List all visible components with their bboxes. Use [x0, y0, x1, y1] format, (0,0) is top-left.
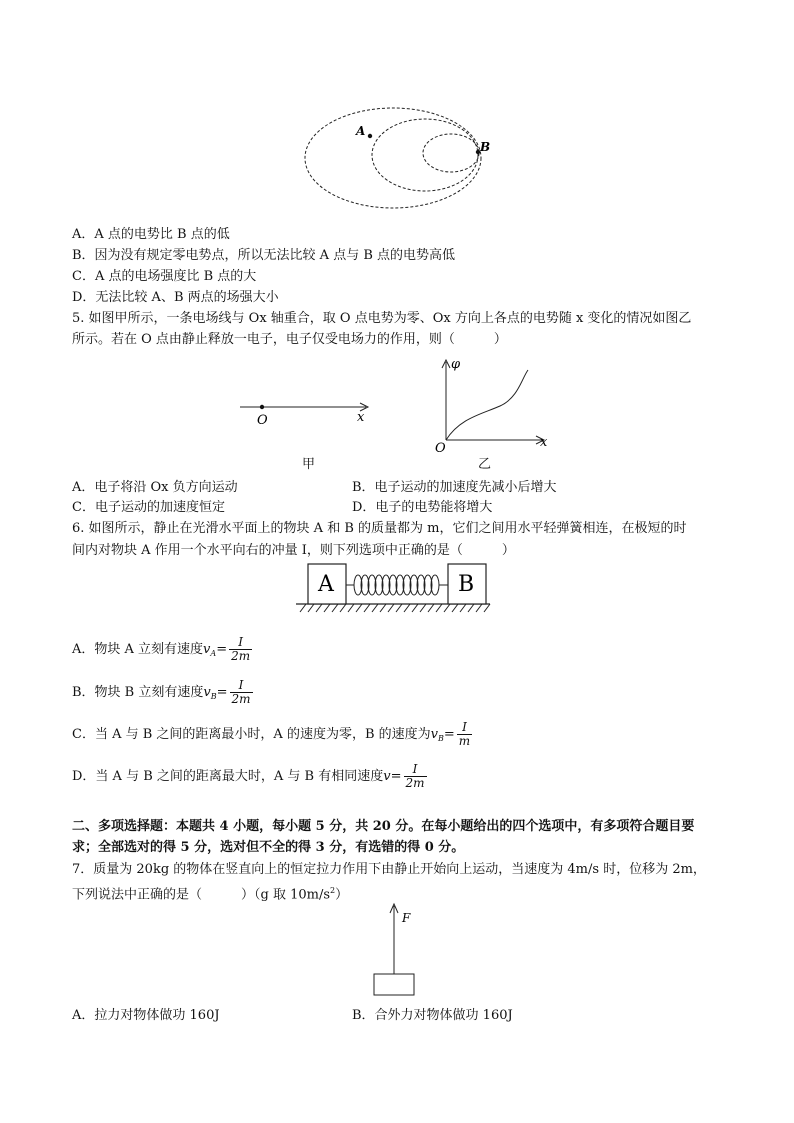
- q7-force-figure: [368, 898, 428, 1000]
- q6-option-b: [72, 679, 253, 706]
- q5-option-c: C．电子运动的加速度恒定: [72, 500, 225, 515]
- q6-option-c: [72, 721, 472, 748]
- q6-stem-line1: 6. 如图所示，静止在光滑水平面上的物块 A 和 B 的质量都为 m，它们之间用水平轻弹簧相连，在极短的时: [72, 521, 687, 536]
- q7-stem-line2-text: 下列说法中正确的是（ ）（g 取 10m/s: [72, 887, 331, 903]
- q6-option-b-den: 2m: [231, 692, 251, 706]
- q6-option-b-text: B．物块 B 立刻有速度: [72, 685, 204, 700]
- q7-force-label: F: [402, 911, 411, 925]
- q6-option-c-text: C．当 A 与 B 之间的距离最小时，A 的速度为零，B 的速度为: [72, 727, 431, 742]
- q5-yi-origin: O: [435, 441, 446, 454]
- q6-option-c-fraction: [457, 721, 472, 748]
- q6-option-c-var: v: [430, 727, 438, 742]
- q6-spring-blocks-figure: [294, 560, 504, 618]
- q7-option-a: A．拉力对物体做功 160J: [72, 1008, 220, 1023]
- q6-option-c-den: m: [458, 734, 471, 748]
- q6-option-a-den: 2m: [231, 649, 251, 663]
- q6-option-d-text: D．当 A 与 B 之间的距离最大时，A 与 B 有相同速度: [72, 769, 384, 784]
- section2-heading-line2: 求；全部选对的得 5 分，选对但不全的得 3 分，有选错的得 0 分。: [72, 840, 465, 855]
- q6-option-b-num: I: [238, 678, 244, 692]
- q6-option-a-fraction: [229, 636, 252, 663]
- q4-option-c: C．A 点的电场强度比 B 点的大: [72, 269, 257, 284]
- q5-figure-jia: [238, 396, 378, 430]
- q6-option-a: [72, 636, 252, 663]
- q5-caption-yi: 乙: [478, 457, 492, 472]
- q7-stem-line2: [72, 882, 348, 904]
- q5-figure-yi: [428, 352, 558, 454]
- q6-option-d: [72, 763, 427, 790]
- q5-option-b: B．电子运动的加速度先减小后增大: [352, 480, 557, 495]
- q4-option-a: A．A 点的电势比 B 点的低: [72, 227, 230, 242]
- q5-yi-yaxis: φ: [451, 357, 461, 372]
- q6-option-d-var: v: [383, 769, 391, 784]
- ellipse-field-figure: [300, 104, 500, 214]
- q5-potential-curve: [446, 370, 528, 440]
- point-a-label: A: [356, 124, 366, 138]
- q7-stem-line2-sup: 2: [330, 886, 336, 895]
- point-b-label: B: [480, 140, 491, 154]
- q6-option-d-eq: =: [390, 769, 402, 784]
- spring: [346, 575, 448, 595]
- q4-option-d: D．无法比较 A、B 两点的场强大小: [72, 290, 279, 305]
- q6-option-c-eq: =: [443, 727, 455, 742]
- block-b-label: B: [458, 572, 475, 597]
- point-a-dot: [368, 134, 372, 138]
- q5-yi-xaxis: x: [540, 435, 548, 450]
- q6-option-d-fraction: [404, 763, 427, 790]
- q6-option-b-fraction: [230, 679, 253, 706]
- q6-option-a-num: I: [238, 635, 243, 649]
- q5-stem-line2: 所示。若在 O 点由静止释放一电子，电子仅受电场力的作用，则（ ）: [72, 332, 507, 347]
- q6-option-d-den: 2m: [405, 776, 425, 790]
- block-a-label: A: [318, 572, 334, 597]
- q5-caption-jia: 甲: [302, 457, 316, 472]
- q6-option-c-num: I: [462, 720, 467, 734]
- q5-jia-origin: O: [257, 413, 268, 428]
- q6-option-a-var: v: [203, 642, 211, 657]
- q7-option-b: B．合外力对物体做功 160J: [352, 1008, 513, 1023]
- q5-option-d: D．电子的电势能将增大: [352, 500, 493, 515]
- q6-option-a-sub: A: [210, 649, 217, 658]
- q7-box: [374, 974, 414, 995]
- section2-heading-line1: 二、多项选择题：本题共 4 小题，每小题 5 分，共 20 分。在每小题给出的四个选项中，有多项符合题目要: [72, 819, 695, 834]
- q4-option-b: B．因为没有规定零电势点，所以无法比较 A 点与 B 点的电势高低: [72, 248, 456, 263]
- q6-option-d-num: I: [412, 762, 418, 776]
- q6-option-a-eq: =: [216, 642, 228, 657]
- q5-option-a: A．电子将沿 Ox 负方向运动: [72, 480, 238, 495]
- q7-stem-line1: 7．质量为 20kg 的物体在竖直向上的恒定拉力作用下由静止开始向上运动，当速度为 4m/s 时，位移为 2m，: [72, 862, 706, 877]
- q6-stem-line2: 间内对物块 A 作用一个水平向右的冲量 I，则下列选项中正确的是（ ）: [72, 543, 515, 558]
- q6-option-b-var: v: [203, 685, 211, 700]
- q7-stem-line2-end: ）: [335, 887, 349, 903]
- q6-option-c-sub: B: [437, 734, 444, 743]
- q5-stem-line1: 5. 如图甲所示，一条电场线与 Ox 轴重合，取 O 点电势为零、Ox 方向上各点的电势随 x 变化的情况如图乙: [72, 311, 692, 326]
- q6-option-b-eq: =: [216, 685, 228, 700]
- q6-option-b-sub: B: [210, 692, 217, 701]
- q6-option-a-text: A．物块 A 立刻有速度: [72, 642, 204, 657]
- q5-jia-axis: x: [357, 410, 365, 425]
